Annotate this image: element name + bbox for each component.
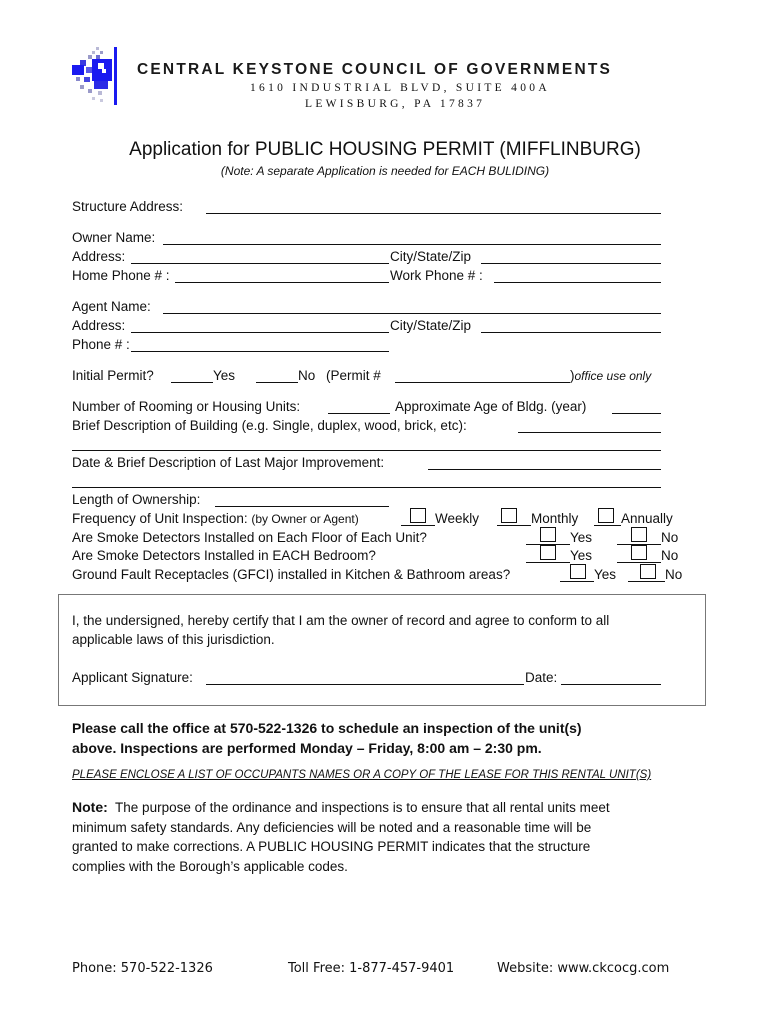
- note-line4: complies with the Borough’s applicable codes.: [72, 858, 348, 874]
- initial-permit-yes-label: Yes: [213, 368, 236, 383]
- owner-name-label: Owner Name:: [72, 230, 156, 245]
- footer-toll-free: Toll Free: 1-877-457-9401: [288, 961, 455, 976]
- smoke-floor-label: Are Smoke Detectors Installed on Each Floor of Each Unit?: [72, 530, 427, 545]
- agent-city-label: City/State/Zip: [390, 318, 472, 333]
- last-improvement-field-2[interactable]: [72, 474, 661, 488]
- agent-name-label: Agent Name:: [72, 299, 151, 314]
- org-address-line1: 1610 INDUSTRIAL BLVD, SUITE 400A: [250, 82, 550, 94]
- gfci-no-label: No: [665, 567, 683, 582]
- weekly-label: Weekly: [435, 511, 480, 526]
- page-subtitle: (Note: A separate Application is needed for EACH BULIDING): [220, 164, 550, 178]
- note-label: Note:: [72, 799, 108, 815]
- smoke-bedroom-yes-checkbox[interactable]: [540, 545, 556, 560]
- agent-phone-field[interactable]: [131, 338, 389, 352]
- smoke-floor-no-label: No: [661, 530, 679, 545]
- smoke-bedroom-no-label: No: [661, 548, 679, 563]
- owner-address-label: Address:: [72, 249, 126, 264]
- annually-label: Annually: [621, 511, 673, 526]
- agent-phone-label: Phone # :: [72, 337, 130, 352]
- agent-city-field[interactable]: [481, 319, 661, 333]
- home-phone-label: Home Phone # :: [72, 268, 170, 283]
- note-line1: The purpose of the ordinance and inspections is to ensure that all rental units meet: [115, 800, 610, 815]
- weekly-checkbox[interactable]: [410, 508, 426, 523]
- initial-permit-no-label: No: [298, 368, 316, 383]
- gfci-label: Ground Fault Receptacles (GFCI) installed in Kitchen & Bathroom areas?: [72, 567, 511, 582]
- smoke-bedroom-yes-label: Yes: [570, 548, 593, 563]
- enclose-notice: PLEASE ENCLOSE A LIST OF OCCUPANTS NAMES OR A COPY OF THE LEASE FOR THIS RENTAL UNIT(S): [72, 769, 652, 781]
- last-improvement-field[interactable]: [428, 456, 661, 470]
- structure-address-field[interactable]: [206, 200, 661, 214]
- length-ownership-field[interactable]: [215, 493, 389, 507]
- structure-address-row: [72, 199, 183, 214]
- initial-permit-label: Initial Permit?: [72, 368, 154, 383]
- work-phone-field[interactable]: [494, 269, 661, 283]
- owner-city-field[interactable]: [481, 250, 661, 264]
- page-title: Application for PUBLIC HOUSING PERMIT (MIFFLINBURG): [129, 139, 641, 160]
- certification-box: [58, 594, 706, 706]
- subtitle-note: Note: A separate Application is needed for EACH BULIDING: [224, 164, 546, 178]
- last-improvement-label: Date & Brief Description of Last Major Improvement:: [72, 455, 385, 470]
- office-use-label: office use only: [574, 369, 652, 383]
- signature-label: Applicant Signature:: [72, 670, 193, 685]
- org-name: CENTRAL KEYSTONE COUNCIL OF GOVERNMENTS: [137, 61, 613, 78]
- monthly-label: Monthly: [531, 511, 579, 526]
- freq-inspection-label: Frequency of Unit Inspection:: [72, 511, 248, 526]
- note-line2: minimum safety standards. Any deficiencies will be noted and a reasonable time will be: [72, 819, 592, 835]
- note-paragraph: [72, 798, 712, 876]
- brief-desc-field[interactable]: [518, 419, 661, 433]
- smoke-bedroom-label: Are Smoke Detectors Installed in EACH Bedroom?: [72, 548, 376, 563]
- smoke-floor-yes-label: Yes: [570, 530, 593, 545]
- smoke-floor-no-checkbox[interactable]: [631, 527, 647, 542]
- agent-name-field[interactable]: [163, 300, 661, 314]
- num-units-label: Number of Rooming or Housing Units:: [72, 399, 301, 414]
- smoke-floor-yes-checkbox[interactable]: [540, 527, 556, 542]
- agent-address-field[interactable]: [131, 319, 389, 333]
- office-use-note: )office use only: [570, 368, 652, 383]
- owner-address-field[interactable]: [131, 250, 389, 264]
- length-ownership-label: Length of Ownership:: [72, 492, 201, 507]
- freq-by-label: (by Owner or Agent): [251, 512, 359, 526]
- structure-address-label: Structure Address:: [72, 199, 184, 214]
- call-office-notice: [72, 718, 582, 758]
- freq-inspection-row: [72, 511, 359, 526]
- note-line3: granted to make corrections. A PUBLIC HOUSING PERMIT indicates that the structure: [72, 839, 591, 854]
- council-logo-icon: [72, 47, 122, 107]
- org-address-line2: LEWISBURG, PA 17837: [305, 98, 486, 110]
- call-office-line2: above. Inspections are performed Monday – Friday, 8:00 am – 2:30 pm.: [72, 740, 542, 756]
- call-office-line1: Please call the office at 570-522-1326 to schedule an inspection of the unit(s): [72, 720, 582, 736]
- certification-text-line2: applicable laws of this jurisdiction.: [72, 632, 275, 647]
- date-field[interactable]: [561, 671, 661, 685]
- num-units-field[interactable]: [328, 400, 390, 414]
- certification-text-line1: I, the undersigned, hereby certify that I am the owner of record and agree to conform to all: [72, 613, 610, 628]
- approx-age-field[interactable]: [612, 400, 661, 414]
- date-label: Date:: [525, 670, 558, 685]
- gfci-yes-checkbox[interactable]: [570, 564, 586, 579]
- home-phone-field[interactable]: [175, 269, 389, 283]
- footer-phone: Phone: 570-522-1326: [72, 961, 213, 976]
- permit-number-field[interactable]: [395, 369, 570, 383]
- agent-address-label: Address:: [72, 318, 126, 333]
- monthly-checkbox[interactable]: [501, 508, 517, 523]
- owner-city-label: City/State/Zip: [390, 249, 472, 264]
- signature-field[interactable]: [206, 671, 524, 685]
- gfci-yes-label: Yes: [594, 567, 617, 582]
- approx-age-label: Approximate Age of Bldg. (year): [395, 399, 587, 414]
- smoke-bedroom-no-checkbox[interactable]: [631, 545, 647, 560]
- footer-website: Website: www.ckcocg.com: [497, 961, 670, 976]
- annually-checkbox[interactable]: [598, 508, 614, 523]
- work-phone-label: Work Phone # :: [390, 268, 483, 283]
- brief-desc-label: Brief Description of Building (e.g. Single, duplex, wood, brick, etc):: [72, 418, 467, 433]
- brief-desc-field-2[interactable]: [72, 437, 661, 451]
- owner-name-field[interactable]: [163, 231, 661, 245]
- initial-permit-yes-field[interactable]: [171, 369, 213, 383]
- initial-permit-no-field[interactable]: [256, 369, 298, 383]
- permit-number-label: (Permit #: [326, 368, 381, 383]
- gfci-no-checkbox[interactable]: [640, 564, 656, 579]
